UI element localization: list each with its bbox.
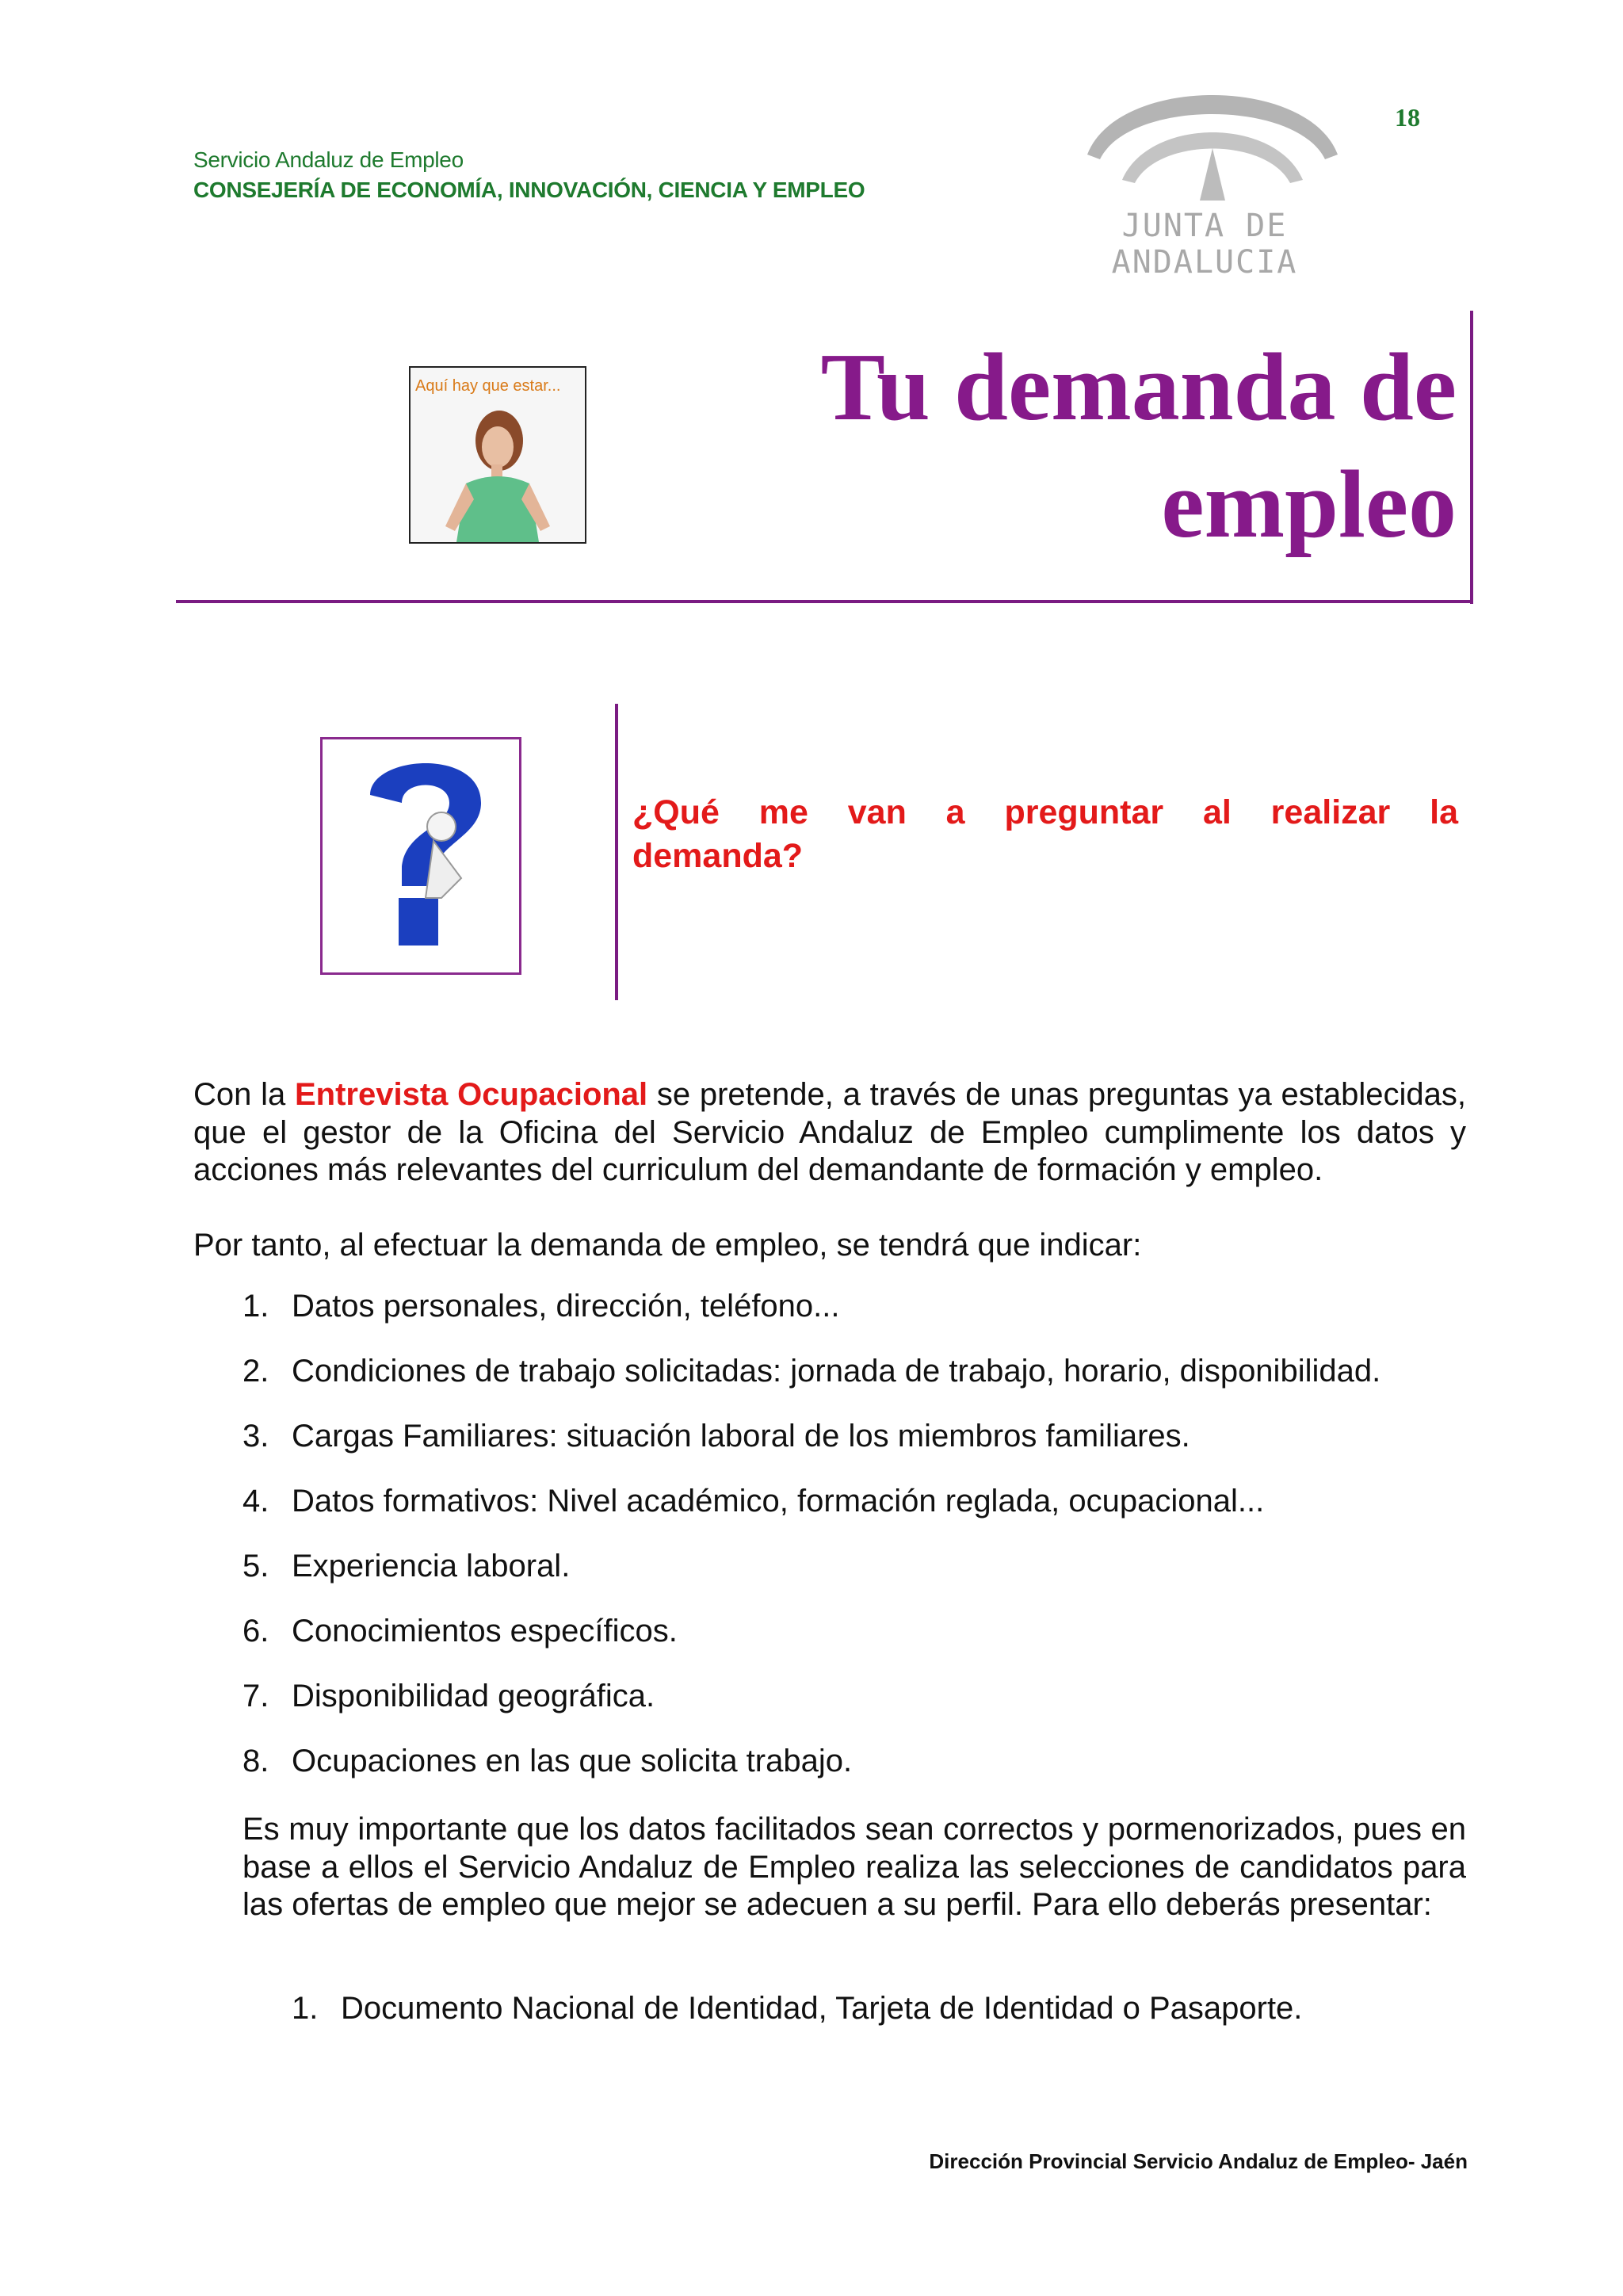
list-item: 7. Disponibilidad geográfica. [242,1679,655,1713]
list-item: 4. Datos formativos: Nivel académico, formación reglada, ocupacional... [242,1484,1265,1519]
header-department: CONSEJERÍA DE ECONOMÍA, INNOVACIÓN, CIENCIA Y EMPLEO [193,178,865,202]
list-item: 8. Ocupaciones en las que solicita trabajo. [242,1744,853,1778]
requirements-list [242,1287,1479,1807]
page-number: 18 [1395,103,1420,132]
question-heading [632,791,1458,878]
title-horizontal-rule [176,600,1473,603]
list-item: 1. Datos personales, dirección, teléfono... [242,1289,840,1324]
title-line-2: empleo [1161,451,1457,558]
woman-photo [409,366,586,544]
intro-lead: Con la [193,1077,295,1112]
intro-highlight: Entrevista Ocupacional [294,1077,648,1112]
title-line-1: Tu demanda de [820,334,1457,441]
list-item: 1. Documento Nacional de Identidad, Tarjeta de Identidad o Pasaporte. [292,1991,1303,2026]
intro-follow: Por tanto, al efectuar la demanda de empleo, se tendrá que indicar: [193,1228,1142,1263]
question-line-2: demanda? [632,837,804,875]
footer-text: Dirección Provincial Servicio Andaluz de Empleo- Jaén [929,2149,1468,2173]
list-item: 3. Cargas Familiares: situación laboral de los miembros familiares. [242,1419,1190,1454]
list-item: 2. Condiciones de trabajo solicitadas: jornada de trabajo, horario, disponibilidad. [242,1354,1381,1389]
title-vertical-rule [1470,311,1473,604]
list-item: 5. Experiencia laboral. [242,1549,571,1584]
logo-text: JUNTA DE ANDALUCIA [1111,208,1298,281]
photo-caption: Aquí hay que estar... [415,377,561,395]
question-mark-image [320,737,521,975]
page-title [821,329,1457,563]
documents-list [292,1989,1480,2027]
list-item: 6. Conocimientos específicos. [242,1614,678,1648]
intro-paragraph [193,1076,1466,1190]
question-line-1: ¿Qué me van a preguntar al realizar la [632,793,1458,831]
importance-paragraph: Es muy importante que los datos facilitados sean correctos y pormenorizados, pues en base a ellos el Servicio Andaluz de Empleo realiza las selecciones de candidatos para las ofertas de empleo que mejor se adecuen a su perfil. Para ello deberás presentar: [242,1812,1466,1922]
woman-figure-icon [411,368,585,542]
question-vertical-rule [615,704,618,1000]
question-mark-icon [323,739,519,972]
header-organization: Servicio Andaluz de Empleo [193,147,464,172]
intro-rest: se pretende, a través de unas preguntas ya establecidas, que el gestor de la Oficina del Servicio Andaluz de Empleo cumplimente los datos y acciones más relevantes del curriculum del demandante de formación y empleo. [193,1077,1466,1187]
